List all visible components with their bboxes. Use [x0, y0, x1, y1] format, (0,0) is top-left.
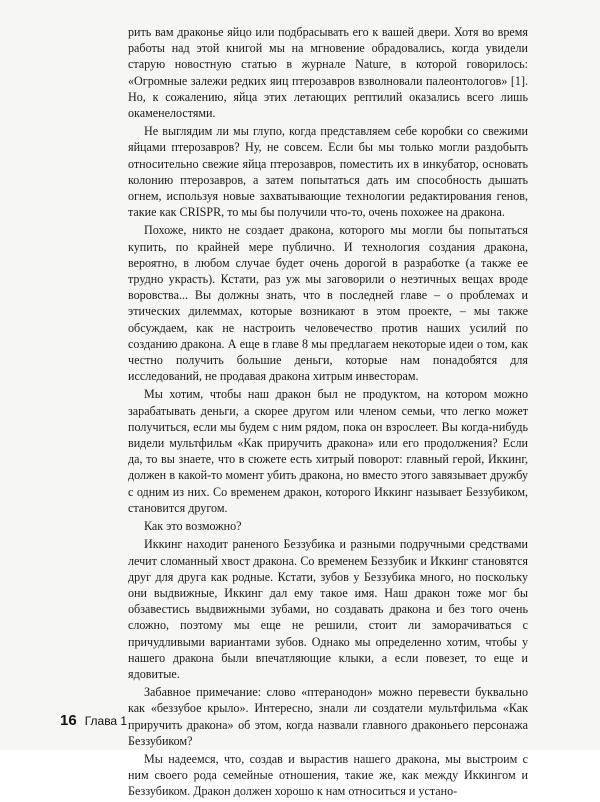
chapter-label: Глава 1	[84, 714, 128, 728]
page-footer	[60, 712, 360, 729]
paragraph: Не выглядим ли мы глупо, когда представляем себе коробки со свежими яйцами птерозавров? Ну, не совсем. Если бы мы только могли раздобыть относительно свежие яйца птерозавров, поместить их в инкубатор, основать колонию птерозавров, а затем попытаться дать им способность дышать огнем, используя новые захватывающие технологии редактирования генов, такие как CRISPR, то мы бы получили что-то, очень похожее на дракона.	[128, 124, 528, 220]
body-text	[128, 24, 528, 802]
paragraph: Мы надеемся, что, создав и вырастив нашего дракона, мы выстроим с ним своего рода семейные отношения, такие же, как между Иккингом и Беззубиком. Дракон должен хорошо к нам относиться и устано-	[128, 751, 528, 799]
paragraph: Иккинг находит раненого Беззубика и разными подручными средствами лечит сломанный хвост дракона. Со временем Беззубик и Иккинг становятся друг для друга как родные. Кстати, зубов у Беззубика много, но поскольку они выдвижные, Иккинг дал ему такое имя. Наш дракон тоже мог бы обзавестись выдвижными зубами, но создавать дракона и без того очень сложно, поэтому мы еще не решили, стоит ли заморачиваться с причудливыми вариантами зубов. Однако мы определенно хотим, чтобы у нашего дракона были впечатляющие клыки, а если повезет, то еще и ядовитые.	[128, 537, 528, 681]
page-number: 16	[60, 712, 77, 729]
paragraph: рить вам драконье яйцо или подбрасывать его к вашей двери. Хотя во время работы над этой книгой мы на мгновение обрадовались, когда увидели старую новостную статью в журнале Nature, в которой говорилось: «Огромные залежи редких яиц птерозавров взволновали палеонтологов» [1]. Но, к сожалению, яйца этих летающих рептилий оказались всего лишь окаменелостями.	[128, 25, 528, 121]
paragraph: Похоже, никто не создает дракона, которого мы могли бы попытаться купить, по крайней мере публично. И технология создания дракона, вероятно, в любом случае будет очень дорогой в разработке (а также ее трудно украсть). Кстати, раз уж мы заговорили о неэтичных вещах вроде воровства... Вы должны знать, что в последней главе – о проблемах и этических дилеммах, которые возникают в этом проекте, – мы также обсуждаем, как не настроить человечество против наших усилий по созданию дракона. А еще в главе 8 мы предлагаем некоторые идеи о том, как честно получить большие деньги, которые нам понадобятся для исследований, не продавая дракона хитрым инвесторам.	[128, 223, 528, 384]
paragraph: Забавное примечание: слово «птеранодон» можно перевести буквально как «беззубое крыло». Интересно, знали ли создатели мультфильма «Как приручить дракона» об этом, когда назвали главного драконьего персонажа Беззубиком?	[128, 685, 528, 748]
paragraph: Мы хотим, чтобы наш дракон был не продуктом, на котором можно зарабатывать деньги, а скорее другом или членом семьи, что легко может получиться, если мы будем с ним рядом, пока он взрослеет. Вы когда-нибудь видели мультфильм «Как приручить дракона» или его продолжения? Если да, то вы знаете, что в сюжете есть хитрый поворот: главный герой, Иккинг, должен в какой-то момент убить дракона, но вместо этого завязывает дружбу с одним из них. Со временем дракон, которого Иккинг называет Беззубиком, становится другом.	[128, 387, 528, 515]
paragraph: Как это возможно?	[144, 519, 242, 534]
